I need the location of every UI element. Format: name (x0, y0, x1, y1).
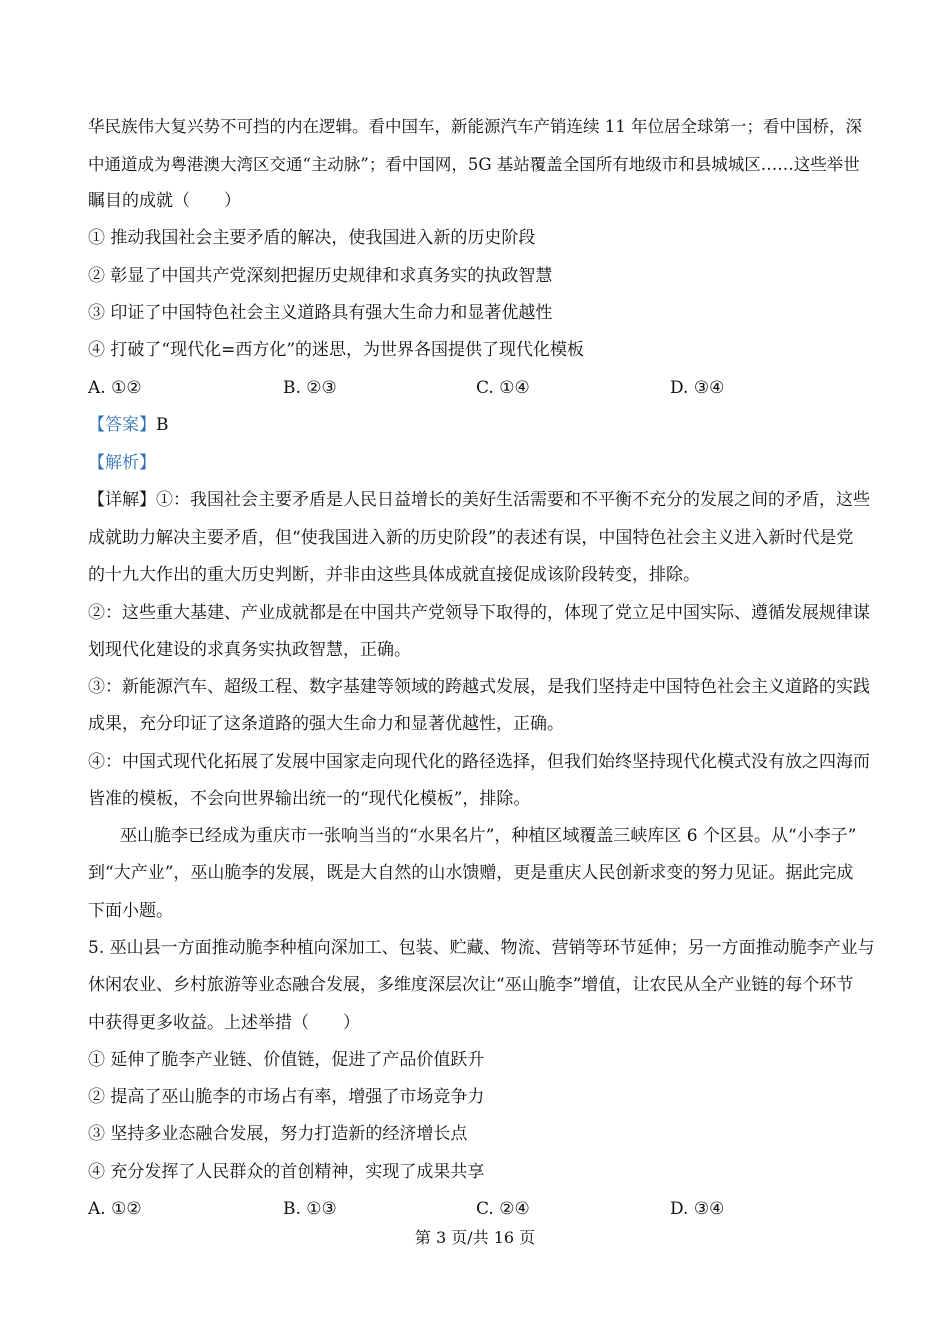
q5-item: ① 延伸了脆李产业链、价值链，促进了产品价值跃升 (88, 1050, 485, 1070)
detail-text: ①：我国社会主要矛盾是人民日益增长的美好生活需要和不平衡不充分的发展之间的矛盾，这些 (156, 490, 870, 510)
material-line: 下面小题。 (88, 901, 173, 921)
q5-option-c: C. ②④ (476, 1199, 530, 1219)
detail-line: 的十九大作出的重大历史判断，并非由这些具体成就直接促成该阶段转变，排除。 (88, 565, 700, 585)
analysis-line (88, 451, 878, 475)
material-line: 巫山脆李已经成为重庆市一张响当当的“水果名片”，种植区域覆盖三峡库区 6 个区县。从“小李子” (120, 826, 857, 846)
q4-option-b: B. ②③ (283, 378, 337, 398)
q5-option-b: B. ①③ (283, 1199, 337, 1219)
answer-line (88, 413, 878, 437)
q5-item: ④ 充分发挥了人民群众的首创精神，实现了成果共享 (88, 1162, 485, 1182)
detail-line: 成果，充分印证了这条道路的强大生命力和显著优越性，正确。 (88, 714, 564, 734)
q4-stem-line: 华民族伟大复兴势不可挡的内在逻辑。看中国车，新能源汽车产销连续 11 年位居全球第一；看中国桥，深 (88, 117, 862, 136)
q5-option-d: D. ③④ (670, 1199, 725, 1219)
q4-item: ② 彰显了中国共产党深刻把握历史规律和求真务实的执政智慧 (88, 266, 553, 286)
q5-item: ③ 坚持多业态融合发展，努力打造新的经济增长点 (88, 1124, 468, 1144)
q4-item: ③ 印证了中国特色社会主义道路具有强大生命力和显著优越性 (88, 303, 553, 323)
q5-option-a: A. ①② (88, 1199, 142, 1219)
q4-item: ④ 打破了“现代化=西方化”的迷思，为世界各国提供了现代化模板 (88, 340, 585, 360)
q5-item: ② 提高了巫山脆李的市场占有率，增强了市场竞争力 (88, 1087, 485, 1107)
q5-stem-line: 休闲农业、乡村旅游等业态融合发展，多维度深层次让“巫山脆李”增值，让农民从全产业链的每个环节 (88, 975, 854, 995)
q4-option-c: C. ①④ (476, 378, 530, 398)
page-footer: 第 3 页/共 16 页 (414, 1228, 536, 1247)
q5-stem-line: 5. 巫山县一方面推动脆李种植向深加工、包装、贮藏、物流、营销等环节延伸；另一方面推动脆李产业与 (88, 938, 875, 958)
q4-stem-line: 瞩目的成就（ ） (88, 191, 241, 211)
q5-stem-line: 中获得更多收益。上述举措（ ） (88, 1013, 360, 1033)
answer-value: B (156, 415, 169, 435)
detail-line: 皆准的模板，不会向世界输出统一的“现代化模板”，排除。 (88, 789, 531, 809)
detail-tag: 【详解】 (88, 490, 156, 510)
q4-stem-line: 中通道成为粤港澳大湾区交通“主动脉”；看中国网，5G 基站覆盖全国所有地级市和县城城区……这些举世 (88, 155, 860, 174)
detail-line: ④：中国式现代化拓展了发展中国家走向现代化的路径选择，但我们始终坚持现代化模式没有放之四海而 (88, 752, 870, 772)
q4-item: ① 推动我国社会主要矛盾的解决，使我国进入新的历史阶段 (88, 228, 536, 248)
detail-line: 划现代化建设的求真务实执政智慧，正确。 (88, 640, 411, 660)
detail-line: ③：新能源汽车、超级工程、数字基建等领域的跨越式发展，是我们坚持走中国特色社会主义道路的实践 (88, 677, 870, 697)
material-line: 到“大产业”，巫山脆李的发展，既是大自然的山水馈赠，更是重庆人民创新求变的努力见证。据此完成 (88, 863, 854, 883)
detail-line (88, 488, 878, 512)
answer-tag: 【答案】 (88, 415, 156, 435)
q4-option-a: A. ①② (88, 378, 142, 398)
q4-option-d: D. ③④ (670, 378, 725, 398)
analysis-tag: 【解析】 (88, 453, 156, 473)
detail-line: 成就助力解决主要矛盾，但“使我国进入新的历史阶段”的表述有误，中国特色社会主义进入新时代是党 (88, 528, 854, 548)
detail-line: ②：这些重大基建、产业成就都是在中国共产党领导下取得的，体现了党立足中国实际、遵循发展规律谋 (88, 603, 870, 623)
